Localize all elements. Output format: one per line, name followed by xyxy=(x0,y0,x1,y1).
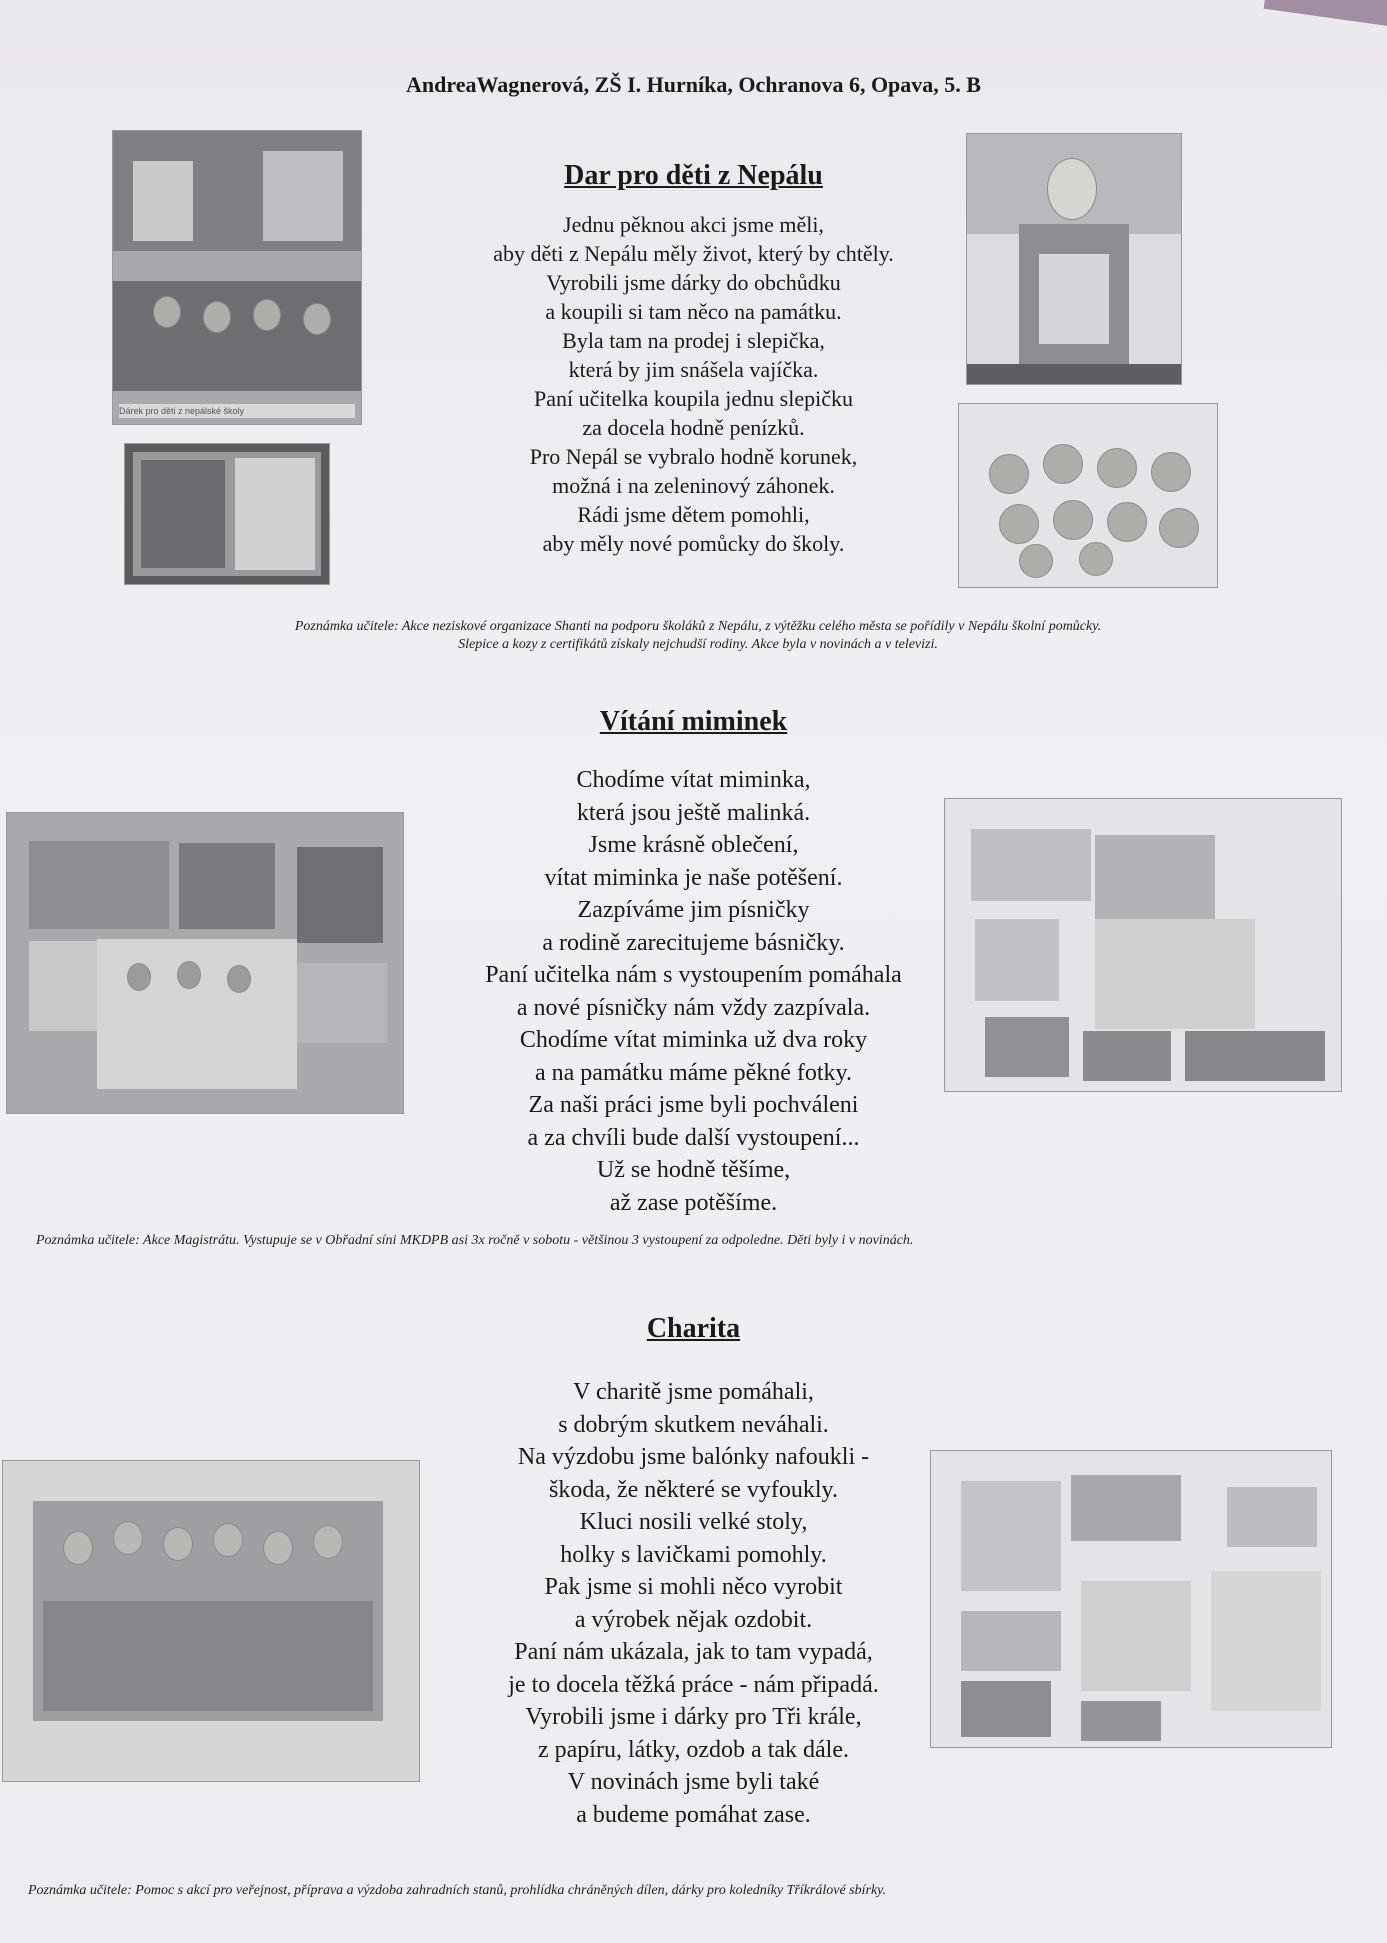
poem-line: Už se hodně těšíme, xyxy=(596,1157,791,1183)
poem-line: Pak jsme si mohli něco vyrobit xyxy=(544,1574,843,1600)
poem-line: a rodině zarecitujeme básničky. xyxy=(542,929,845,956)
poem-line: Na výzdobu jsme balónky nafoukli - xyxy=(517,1444,870,1470)
section-title-nepal: Dar pro děti z Nepálu xyxy=(564,160,823,191)
poem-line: která jsou ještě malinká. xyxy=(576,799,811,826)
section-title-vitani: Vítání miminek xyxy=(599,706,788,737)
poem-line: V novinách jsme byli také xyxy=(567,1769,820,1795)
poem-line: Paní učitelka nám s vystoupením pomáhala xyxy=(485,962,902,988)
poem-line: Chodíme vítat miminka, xyxy=(576,767,811,793)
photo-charity-crafts xyxy=(930,1450,1332,1748)
note-text: Slepice a kozy z certifikátů získaly nejchudší rodiny. Akce byla v novinách a v televizi. xyxy=(458,637,938,652)
photo-collage-babies-left xyxy=(6,812,404,1114)
note-text: Akce Magistrátu. Vystupuje se v Obřadní síni MKDPB asi 3x ročně v sobotu - většinou 3 vystoupení za odpoledne. Děti byly i v novinách. xyxy=(143,1233,914,1248)
note-text: Akce neziskové organizace Shanti na podporu školáků z Nepálu, z výtěžku celého města se pořídily v Nepálu školní pomůcky. xyxy=(401,619,1102,634)
photo-girl-portrait xyxy=(966,133,1182,385)
poem-line: aby měly nové pomůcky do školy. xyxy=(542,531,845,556)
poem-line: za docela hodně penízků. xyxy=(582,415,805,440)
poem-line: Paní nám ukázala, jak to tam vypadá, xyxy=(514,1639,873,1665)
poem-line: a koupili si tam něco na památku. xyxy=(545,299,842,324)
poem-line: Rádi jsme dětem pomohli, xyxy=(577,502,810,527)
poem-line: Pro Nepál se vybralo hodně korunek, xyxy=(529,444,858,469)
poem-line: a budeme pomáhat zase. xyxy=(576,1801,811,1828)
note-label: Poznámka učitele: xyxy=(294,619,399,634)
teacher-note-vitani xyxy=(36,1232,1336,1250)
poem-line: a na památku máme pěkné fotky. xyxy=(535,1059,852,1086)
poem-line: až zase potěšíme. xyxy=(609,1189,778,1216)
photo-certificates-collage xyxy=(958,403,1218,588)
poem-line: která by jim snášela vajíčka. xyxy=(568,357,819,382)
photo-charity-group xyxy=(2,1460,420,1782)
poem-line: holky s lavičkami pomohly. xyxy=(560,1541,827,1568)
poem-line: Zazpíváme jim písničky xyxy=(577,897,810,923)
poem-line: Chodíme vítat miminka už dva roky xyxy=(519,1027,868,1053)
poem-line: Vyrobili jsme dárky do obchůdku xyxy=(546,270,841,295)
photo-caption: Dárek pro děti z nepálské školy xyxy=(119,404,355,418)
poem-line: z papíru, látky, ozdob a tak dále. xyxy=(538,1736,849,1763)
poem-line: aby děti z Nepálu měly život, který by chtěly. xyxy=(493,241,894,266)
poem-line: a nové písničky nám vždy zazpívala. xyxy=(516,994,871,1021)
photo-certificate xyxy=(124,443,330,585)
note-text: Pomoc s akcí pro veřejnost, příprava a výzdoba zahradních stanů, prohlídka chráněných dílen, dárky pro koledníky Tříkrálové sbírky. xyxy=(135,1883,887,1898)
author-header: AndreaWagnerová, ZŠ I. Hurníka, Ochranova 6, Opava, 5. B xyxy=(406,72,981,97)
poem-line: Vyrobili jsme i dárky pro Tři krále, xyxy=(525,1704,862,1730)
poem-line: a výrobek nějak ozdobit. xyxy=(574,1606,813,1633)
poem-line: V charitě jsme pomáhali, xyxy=(573,1379,814,1405)
poem-line: Kluci nosili velké stoly, xyxy=(579,1509,808,1535)
teacher-note-charita xyxy=(28,1882,1338,1900)
poem-line: Jednu pěknou akci jsme měli, xyxy=(563,212,824,237)
poem-line: Za naši práci jsme byli pochváleni xyxy=(528,1092,859,1118)
poem-line: možná i na zeleninový záhonek. xyxy=(552,473,835,498)
poem-line: Jsme krásně oblečení, xyxy=(588,832,799,858)
poem-line: a za chvíli bude další vystoupení... xyxy=(527,1124,860,1151)
poem-line: je to docela těžká práce - nám připadá. xyxy=(508,1671,879,1698)
background-object xyxy=(1264,0,1387,31)
section-title-charita: Charita xyxy=(646,1313,741,1344)
poem-line: s dobrým skutkem neváhali. xyxy=(558,1411,829,1438)
teacher-note-nepal xyxy=(58,618,1338,654)
poem-line: škoda, že některé se vyfoukly. xyxy=(548,1476,838,1503)
note-label: Poznámka učitele: xyxy=(36,1233,140,1248)
poem-line: vítat miminka je naše potěšení. xyxy=(544,864,843,891)
note-label: Poznámka učitele: xyxy=(28,1883,132,1898)
poem-line: Paní učitelka koupila jednu slepičku xyxy=(534,386,853,411)
poem-line: Byla tam na prodej i slepička, xyxy=(562,328,825,353)
photo-class-group xyxy=(112,130,362,425)
photo-collage-babies-right xyxy=(944,798,1342,1092)
